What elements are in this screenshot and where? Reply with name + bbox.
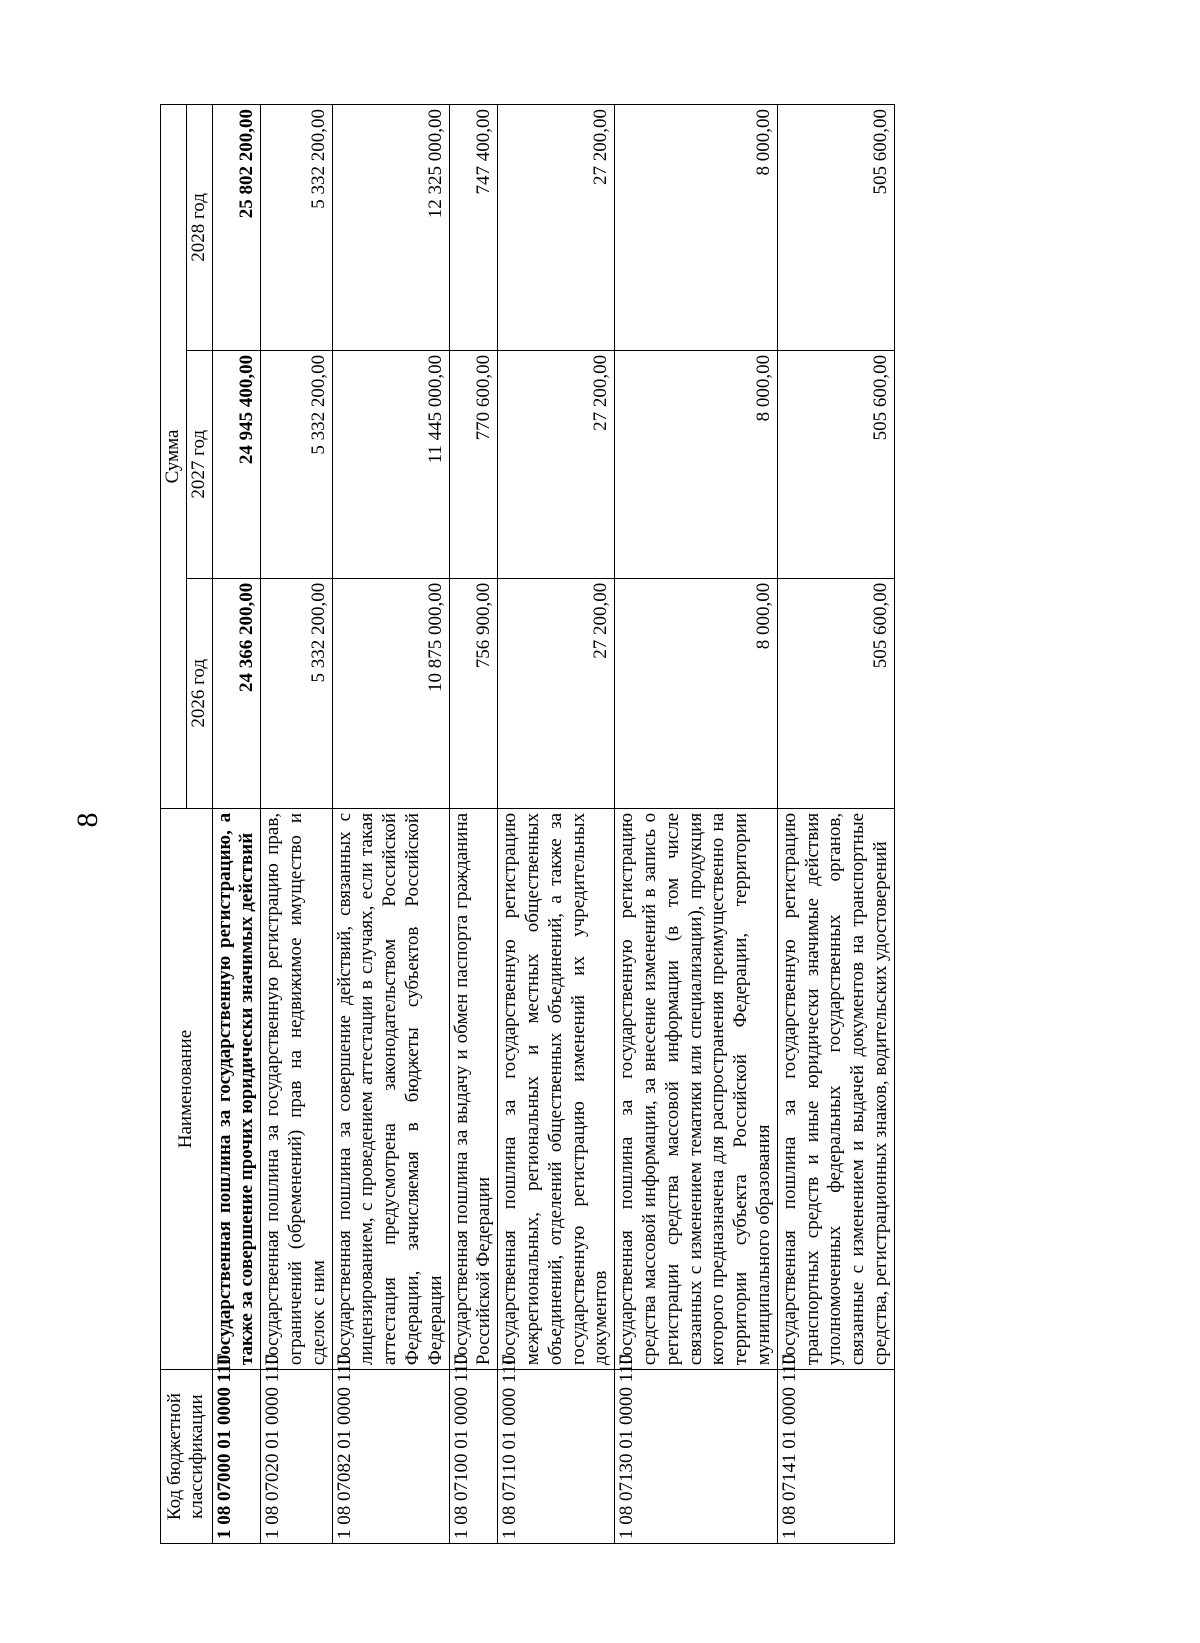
table-row: [332, 105, 449, 1544]
row-name: Государственная пошлина за совершение действий, связанных с лицензированием, с проведением аттестации в случаях, если такая аттестация предусмотрена законодательством Российской Федерации, зачисляемая в бюджеты субъектов Российской Федерации: [332, 808, 449, 1369]
row-amount-2027: 8 000,00: [615, 350, 778, 578]
header-sum: Сумма: [161, 105, 187, 809]
row-amount-2027: 27 200,00: [498, 350, 615, 578]
row-amount-2027: 505 600,00: [777, 350, 894, 578]
row-amount-2028: 27 200,00: [498, 105, 615, 351]
row-code: 1 08 07130 01 0000 110: [615, 1370, 778, 1544]
row-code: 1 08 07100 01 0000 110: [449, 1370, 498, 1544]
row-name: Государственная пошлина за государственную регистрацию межрегиональных, региональных и местных общественных объединений, отделений общественных объединений, а также за государственную регистрацию изменений их учредительных документов: [498, 808, 615, 1369]
row-amount-2027: 11 445 000,00: [332, 350, 449, 578]
header-2026: 2026 год: [186, 578, 212, 808]
header-2028: 2028 год: [186, 105, 212, 351]
page-number: 8: [71, 812, 104, 828]
row-name: Государственная пошлина за государственную регистрацию прав, ограничений (обременений) прав на недвижимое имущество и сделок с ним: [261, 808, 332, 1369]
row-amount-2026: 5 332 200,00: [261, 578, 332, 808]
row-amount-2028: 747 400,00: [449, 105, 498, 351]
row-name: Государственная пошлина за государственную регистрацию, а также за совершение прочих юридически значимых действий: [212, 808, 261, 1369]
row-amount-2027: 5 332 200,00: [261, 350, 332, 578]
table-row: [777, 105, 894, 1544]
table-row: [261, 105, 332, 1544]
row-name: Государственная пошлина за выдачу и обмен паспорта гражданина Российской Федерации: [449, 808, 498, 1369]
budget-table-rotated: [160, 104, 1200, 1544]
row-amount-2026: 505 600,00: [777, 578, 894, 808]
row-amount-2026: 10 875 000,00: [332, 578, 449, 808]
table-row: [498, 105, 615, 1544]
row-code: 1 08 07082 01 0000 110: [332, 1370, 449, 1544]
row-name: Государственная пошлина за государственную регистрацию средства массовой информации, за внесение изменений в запись о регистрации средства массовой информации (в том числе связанных с изменением тематики или специализации), продукция которого предназначена для распространения преимущественно на территории субъекта Российской Федерации, территории муниципального образования: [615, 808, 778, 1369]
row-code: 1 08 07020 01 0000 110: [261, 1370, 332, 1544]
table-row: [449, 105, 498, 1544]
header-2027: 2027 год: [186, 350, 212, 578]
row-amount-2026: 756 900,00: [449, 578, 498, 808]
budget-table: [160, 104, 895, 1544]
row-amount-2027: 770 600,00: [449, 350, 498, 578]
row-name: Государственная пошлина за государственную регистрацию транспортных средств и иные юридически значимые действия уполномоченных федеральных государственных органов, связанные с изменением и выдачей документов на транспортные средства, регистрационных знаков, водительских удостоверений: [777, 808, 894, 1369]
row-amount-2027: 24 945 400,00: [212, 350, 261, 578]
row-amount-2026: 24 366 200,00: [212, 578, 261, 808]
row-code: 1 08 07110 01 0000 110: [498, 1370, 615, 1544]
row-code: 1 08 07141 01 0000 110: [777, 1370, 894, 1544]
row-amount-2028: 25 802 200,00: [212, 105, 261, 351]
header-code: Код бюджетной классификации: [161, 1370, 213, 1544]
row-amount-2028: 12 325 000,00: [332, 105, 449, 351]
row-amount-2028: 505 600,00: [777, 105, 894, 351]
table-row: [212, 105, 261, 1544]
header-name: Наименование: [161, 808, 213, 1369]
row-amount-2028: 8 000,00: [615, 105, 778, 351]
row-code: 1 08 07000 01 0000 110: [212, 1370, 261, 1544]
row-amount-2026: 27 200,00: [498, 578, 615, 808]
table-row: [615, 105, 778, 1544]
row-amount-2026: 8 000,00: [615, 578, 778, 808]
row-amount-2028: 5 332 200,00: [261, 105, 332, 351]
